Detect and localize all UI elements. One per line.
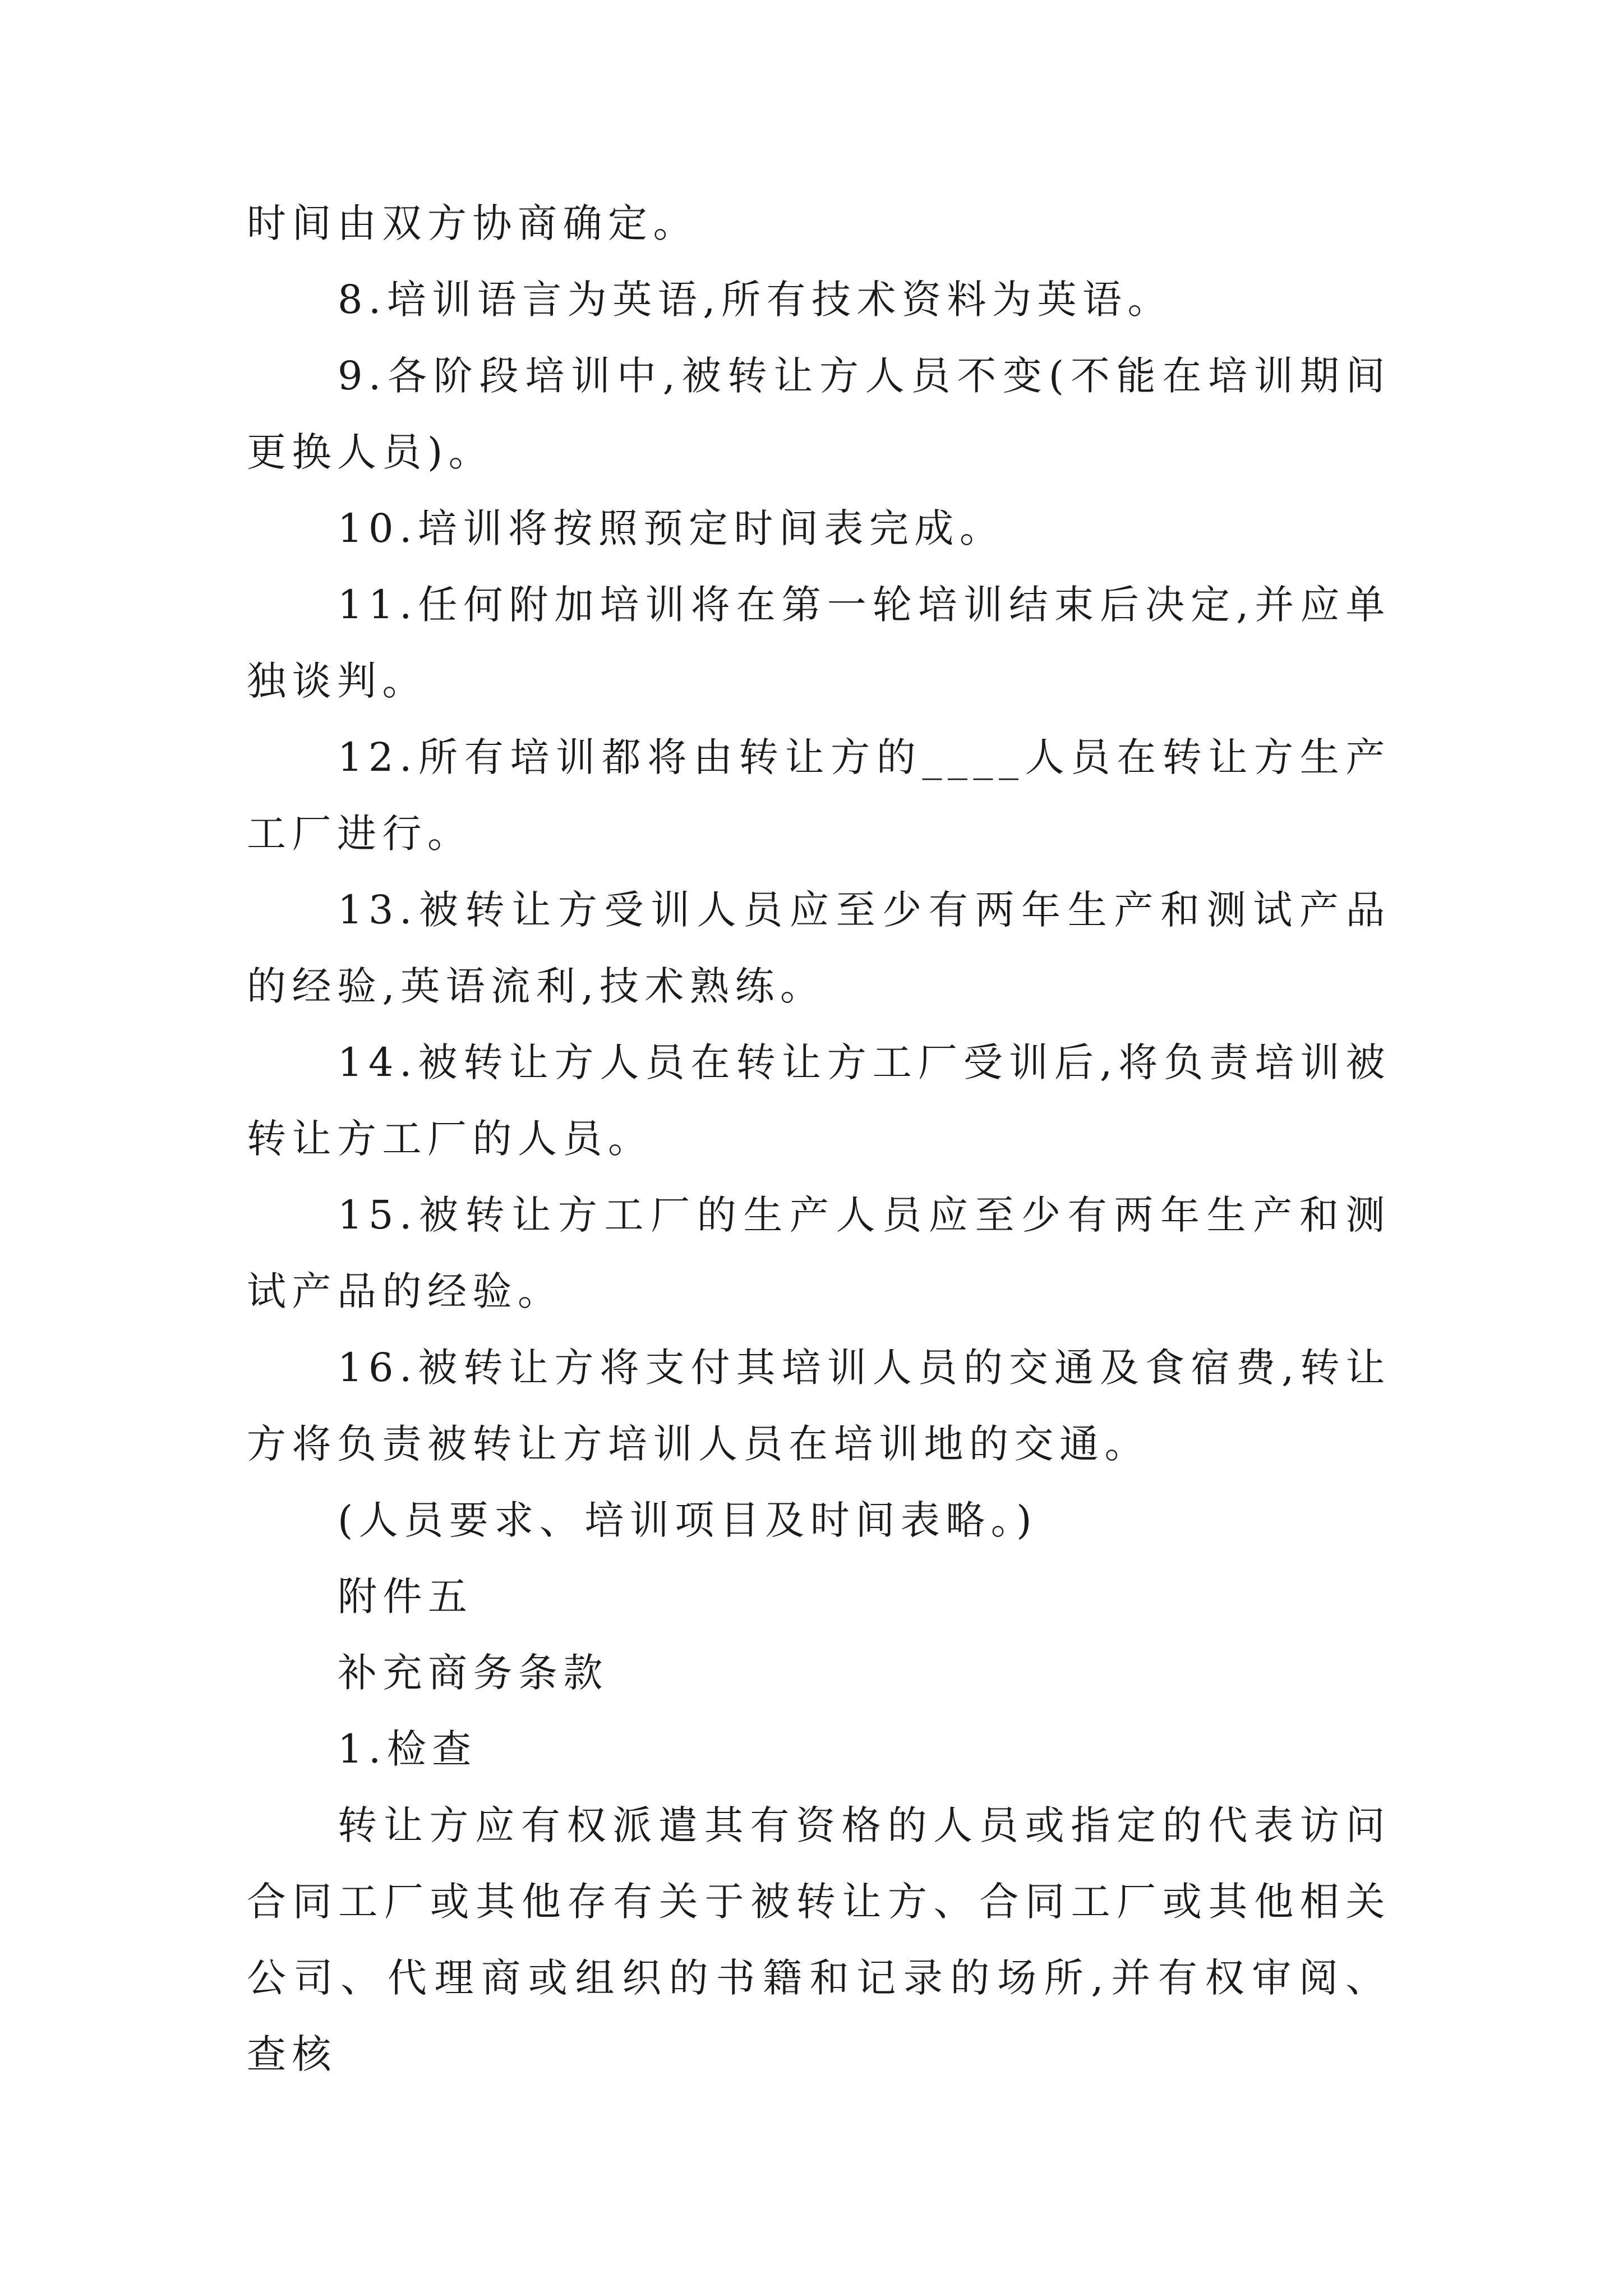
- inspection-paragraph: 转让方应有权派遣其有资格的人员或指定的代表访问合同工厂或其他存有关于被转让方、合同工厂或其他相关公司、代理商或组织的书籍和记录的场所,并有权审阅、查核: [247, 1802, 1391, 2077]
- clause-13: 13.被转让方受训人员应至少有两年生产和测试产品的经验,英语流利,技术熟练。: [247, 887, 1391, 1009]
- paragraph-continuation: 时间由双方协商确定。: [247, 200, 698, 246]
- section-heading-inspection: 1.检查: [338, 1726, 477, 1772]
- appendix-heading: 附件五: [338, 1573, 473, 1619]
- clause-14: 14.被转让方人员在转让方工厂受训后,将负责培训被转让方工厂的人员。: [247, 1039, 1391, 1162]
- document-body: [247, 185, 1391, 2092]
- clause-15: 15.被转让方工厂的生产人员应至少有两年生产和测试产品的经验。: [247, 1192, 1391, 1314]
- omission-note: (人员要求、培训项目及时间表略。): [338, 1497, 1038, 1543]
- clause-16: 16.被转让方将支付其培训人员的交通及食宿费,转让方将负责被转让方培训人员在培训地的交通。: [247, 1345, 1391, 1467]
- clause-12: 12.所有培训都将由转让方的____人员在转让方生产工厂进行。: [247, 734, 1391, 857]
- clause-10: 10.培训将按照预定时间表完成。: [338, 505, 1005, 551]
- clause-9: 9.各阶段培训中,被转让方人员不变(不能在培训期间更换人员)。: [247, 353, 1391, 475]
- appendix-title: 补充商务条款: [338, 1650, 608, 1696]
- clause-11: 11.任何附加培训将在第一轮培训结束后决定,并应单独谈判。: [247, 582, 1391, 704]
- clause-8: 8.培训语言为英语,所有技术资料为英语。: [338, 277, 1173, 323]
